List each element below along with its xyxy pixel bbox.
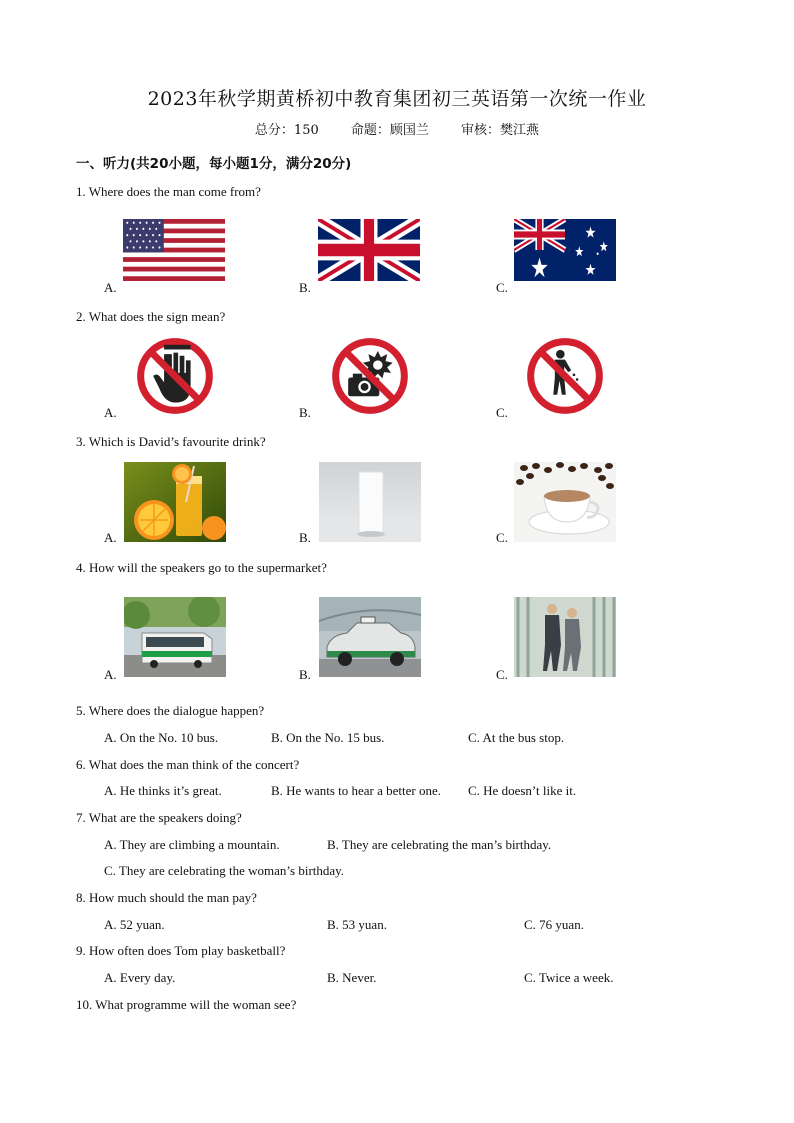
option-label-b: B. — [299, 530, 311, 545]
question-1: 1. Where does the man come from? — [76, 184, 261, 199]
option-label-a: A. — [104, 280, 117, 295]
option-label-a: A. — [104, 405, 117, 420]
question-5-option-a[interactable]: A. On the No. 10 bus. — [104, 730, 219, 745]
australia-flag-icon — [514, 219, 616, 281]
reviewer: 审核：樊江燕 — [461, 123, 540, 138]
page-title: 2023年秋学期黄桥初中教育集团初三英语第一次统一作业 — [147, 88, 647, 110]
taxi-photo-icon — [319, 597, 421, 677]
question-3: 3. Which is David’s favourite drink? — [76, 434, 266, 449]
no-touching-sign-icon — [136, 337, 214, 415]
total-score: 总分：150 — [254, 123, 319, 138]
option-label-a: A. — [104, 530, 117, 545]
section-heading: 一、听力(共20小题，每小题1分，满分20分) — [76, 156, 352, 172]
option-label-c: C. — [496, 405, 508, 420]
coffee-photo-icon — [514, 462, 616, 542]
question-5-option-b[interactable]: B. On the No. 15 bus. — [271, 730, 385, 745]
question-8-option-c[interactable]: C. 76 yuan. — [524, 917, 584, 932]
option-label-c: C. — [496, 667, 508, 682]
question-5-option-c[interactable]: C. At the bus stop. — [468, 730, 565, 745]
walking-photo-icon — [514, 597, 616, 677]
option-label-b: B. — [299, 405, 311, 420]
question-10: 10. What programme will the woman see? — [76, 997, 297, 1012]
question-6: 6. What does the man think of the concert? — [76, 757, 300, 772]
uk-flag-icon — [318, 219, 420, 281]
option-label-c: C. — [496, 530, 508, 545]
no-littering-sign-icon — [526, 337, 604, 415]
usa-flag-icon — [123, 219, 225, 281]
option-label-b: B. — [299, 667, 311, 682]
question-6-option-c[interactable]: C. He doesn’t like it. — [468, 783, 577, 798]
question-4: 4. How will the speakers go to the supermarket? — [76, 560, 327, 575]
milk-photo-icon — [319, 462, 421, 542]
option-label-b: B. — [299, 280, 311, 295]
question-6-option-a[interactable]: A. He thinks it’s great. — [104, 783, 222, 798]
question-7-option-c[interactable]: C. They are celebrating the woman’s birthday. — [104, 863, 345, 878]
question-9-option-a[interactable]: A. Every day. — [104, 970, 176, 985]
question-7-option-a[interactable]: A. They are climbing a mountain. — [104, 837, 280, 852]
question-9: 9. How often does Tom play basketball? — [76, 943, 286, 958]
option-label-a: A. — [104, 667, 117, 682]
question-9-option-c[interactable]: C. Twice a week. — [524, 970, 614, 985]
no-flash-photography-sign-icon — [331, 337, 409, 415]
question-9-option-b[interactable]: B. Never. — [327, 970, 377, 985]
question-5: 5. Where does the dialogue happen? — [76, 703, 265, 718]
question-8: 8. How much should the man pay? — [76, 890, 257, 905]
question-7: 7. What are the speakers doing? — [76, 810, 242, 825]
question-7-option-b[interactable]: B. They are celebrating the man’s birthday. — [327, 837, 552, 852]
question-8-option-a[interactable]: A. 52 yuan. — [104, 917, 165, 932]
exam-meta — [0, 119, 794, 138]
bus-photo-icon — [124, 597, 226, 677]
option-label-c: C. — [496, 280, 508, 295]
question-6-option-b[interactable]: B. He wants to hear a better one. — [271, 783, 442, 798]
question-2: 2. What does the sign mean? — [76, 309, 226, 324]
orange-juice-photo-icon — [124, 462, 226, 542]
question-8-option-b[interactable]: B. 53 yuan. — [327, 917, 387, 932]
author: 命题：顾国兰 — [350, 123, 429, 138]
